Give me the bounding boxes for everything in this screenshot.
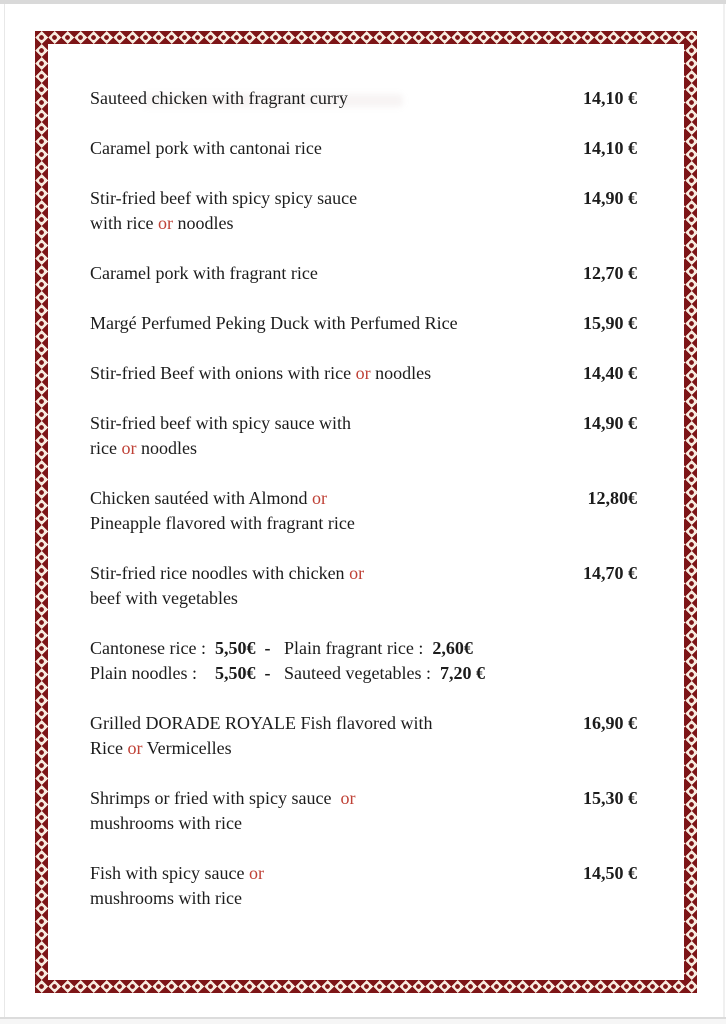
menu-text-segment: Pineapple flavored with fragrant rice <box>90 513 355 533</box>
menu-item-row <box>90 561 637 611</box>
highlighted-word: or <box>249 863 264 883</box>
highlighted-word: or <box>311 488 327 508</box>
menu-text-segment: Grilled DORADE ROYALE Fish flavored with <box>90 713 433 733</box>
menu-item-name <box>90 186 357 236</box>
menu-text-segment: Stir-fried beef with spicy spicy sauce <box>90 188 358 208</box>
menu-item-row <box>90 311 637 336</box>
menu-text-segment: Fish with spicy sauce <box>90 863 249 883</box>
menu-text-segment: noodles <box>136 438 197 458</box>
menu-item-price: 15,90 € <box>583 313 637 333</box>
menu-text-segment: Chicken sautéed with Almond <box>90 488 312 508</box>
menu-item-price: 14,50 € <box>583 863 637 883</box>
menu-text-segment: Plain fragrant rice : <box>283 638 433 658</box>
menu-item-name <box>90 311 458 336</box>
menu-text-segment: rice <box>90 438 122 458</box>
menu-text-segment: beef with vegetables <box>90 588 238 608</box>
menu-text-segment: - <box>264 663 271 683</box>
menu-item-name <box>90 411 351 461</box>
page-right-edge <box>723 4 725 1024</box>
menu-text-segment: 5,50€ <box>215 663 256 683</box>
menu-text-segment: with rice <box>90 213 158 233</box>
highlighted-word: or <box>121 438 137 458</box>
highlighted-word: or <box>127 738 143 758</box>
menu-item-name <box>90 786 355 836</box>
menu-item-price: 12,80€ <box>587 488 637 508</box>
highlighted-word: or <box>157 213 173 233</box>
menu-item-price: 14,90 € <box>583 188 637 208</box>
menu-text-segment: Shrimps or fried with spicy sauce <box>90 788 341 808</box>
menu-text-segment: 5,50€ <box>214 638 256 658</box>
menu-text-segment: mushrooms with rice <box>90 888 242 908</box>
menu-text-segment: Margé Perfumed Peking Duck with Perfumed Rice <box>90 313 458 333</box>
menu-item-row <box>90 136 637 161</box>
highlighted-word: or <box>340 788 356 808</box>
menu-item-row <box>90 411 637 461</box>
menu-text-segment: Sauteed vegetables : <box>284 663 440 683</box>
menu-item-row <box>90 711 637 761</box>
menu-item-price: 16,90 € <box>583 713 637 733</box>
menu-text-segment: 7,20 € <box>439 663 485 683</box>
window-top-edge <box>0 0 726 4</box>
menu-item-name <box>90 86 348 111</box>
page-left-edge <box>4 4 5 1024</box>
menu-item-row <box>90 186 637 236</box>
menu-text-segment <box>256 663 265 683</box>
menu-text-segment: Caramel pork with fragrant rice <box>90 263 318 283</box>
menu-item-price: 14,40 € <box>583 363 637 383</box>
menu-item-price: 14,10 € <box>583 88 637 108</box>
menu-text-segment: Caramel pork with cantonai rice <box>90 138 322 158</box>
menu-item-name <box>90 711 432 761</box>
menu-item-name <box>90 136 322 161</box>
menu-text-segment <box>271 663 285 683</box>
menu-item-price: 14,10 € <box>583 138 637 158</box>
menu-text-segment: Cantonese rice : <box>90 638 215 658</box>
menu-text-segment: Stir-fried beef with spicy sauce with <box>90 413 352 433</box>
menu-item-name <box>90 861 264 911</box>
menu-item-row <box>90 636 637 686</box>
menu-text-segment: Stir-fried rice noodles with chicken <box>90 563 350 583</box>
menu-list <box>90 86 637 936</box>
menu-text-segment: Rice <box>90 738 128 758</box>
menu-text-segment: - <box>264 638 271 658</box>
menu-item-row <box>90 86 637 111</box>
menu-text-segment: Stir-fried Beef with onions with rice <box>90 363 356 383</box>
menu-item-name <box>90 561 364 611</box>
menu-text-segment: noodles <box>172 213 234 233</box>
menu-text-segment: mushrooms with rice <box>90 813 242 833</box>
menu-text-segment <box>270 638 284 658</box>
menu-item-name <box>90 361 431 386</box>
menu-text-segment: Vermicelles <box>142 738 232 758</box>
page-bottom-margin <box>0 1019 726 1024</box>
menu-item-price: 14,90 € <box>583 413 637 433</box>
menu-text-segment: 2,60€ <box>432 638 473 658</box>
menu-item-row <box>90 861 637 911</box>
menu-text-segment: Plain noodles : <box>90 663 215 683</box>
menu-item-row <box>90 486 637 536</box>
menu-item-name <box>90 261 318 286</box>
highlighted-word: or <box>355 363 371 383</box>
menu-item-row <box>90 261 637 286</box>
highlighted-word: or <box>349 563 365 583</box>
menu-item-price: 14,70 € <box>583 563 637 583</box>
menu-item-row <box>90 361 637 386</box>
menu-item-row <box>90 786 637 836</box>
menu-text-segment: noodles <box>370 363 432 383</box>
menu-item-price: 12,70 € <box>583 263 637 283</box>
menu-item-name <box>90 636 485 686</box>
menu-item-price: 15,30 € <box>583 788 637 808</box>
menu-text-segment: Sauteed chicken with fragrant curry <box>90 88 348 108</box>
menu-item-name <box>90 486 355 536</box>
